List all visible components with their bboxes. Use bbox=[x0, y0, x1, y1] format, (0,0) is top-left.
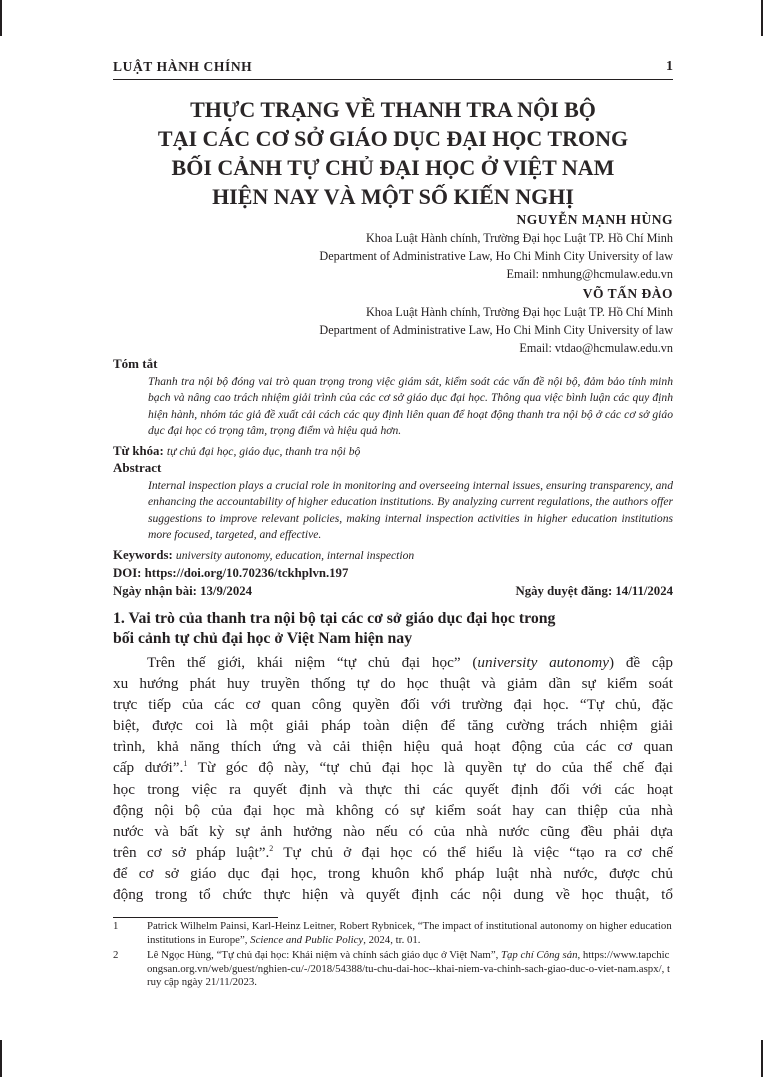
term-italic: university autonomy bbox=[477, 654, 609, 671]
title-line: BỐI CẢNH TỰ CHỦ ĐẠI HỌC Ở VIỆT NAM bbox=[171, 155, 615, 180]
body-line: xu hướng phát huy truyền thống tự do học thuật và giảm dần sự kiểm soát bbox=[113, 675, 673, 693]
body-line: biệt, được coi là một giải pháp toàn diện để tăng cường trách nhiệm giải bbox=[113, 717, 673, 735]
author-name: VÕ TẤN ĐÀO bbox=[582, 286, 673, 301]
running-header bbox=[113, 57, 673, 80]
body-line: trực tiếp của các cơ quan công quyền đối với trường đại học. “Tự chủ, đặc bbox=[113, 696, 673, 714]
footnote-ref-1[interactable]: 1 bbox=[183, 759, 188, 769]
body-line: cấp dưới”.$^1$ Từ góc độ này, “tự chủ đại học là quyền tự do của thể chế đại bbox=[113, 759, 673, 777]
keywords-vi-label: Từ khóa: bbox=[113, 444, 164, 458]
body-line: trên cơ sở pháp luật”.$^2$ Tự chủ ở đại học có thể hiểu là việc “tạo ra cơ chế bbox=[113, 843, 673, 861]
page-number: 1 bbox=[666, 59, 673, 74]
author-affiliation-en: Department of Administrative Law, Ho Chi Minh City University of law bbox=[319, 249, 673, 263]
body-line: học trong việc ra quyết định và thực thi các quyết định đối với các hoạt bbox=[113, 780, 673, 798]
keywords-vi bbox=[113, 442, 673, 461]
summary-text: Thanh tra nội bộ đóng vai trò quan trọng trong việc giám sát, kiểm soát các vấn đề nội bộ, đảm bảo tính minh bạch và nâng cao trách nhiệm giải trình của các cơ sở giáo dục đại học. Thông qua việc bình luận các quy định hiện hành, nhóm tác giả đề xuất cải cách các quy định liên quan để hoạt động thanh tra nội bộ ở các cơ sở giáo dục đại học có trọng tâm, trọng điểm và hiệu quả hơn. bbox=[148, 375, 673, 438]
author-affiliation-vi: Khoa Luật Hành chính, Trường Đại học Luật TP. Hồ Chí Minh bbox=[365, 231, 673, 245]
section-heading-line: 1. Vai trò của thanh tra nội bộ tại các cơ sở giáo dục đại học trong bbox=[113, 610, 556, 627]
article-title bbox=[113, 95, 673, 211]
body-line: để cơ sở giáo dục đại học, trong khuôn khổ pháp luật nhà nước, được chủ bbox=[113, 864, 673, 882]
section-heading-line: bối cảnh tự chủ đại học ở Việt Nam hiện nay bbox=[113, 630, 413, 647]
footnote-number: 2 bbox=[113, 949, 119, 961]
abstract-text: Internal inspection plays a crucial role in monitoring and overseeing internal issues, ensuring transparency, and enhancing the accountability of higher education institutions. By analyzing current regulations, the authors offer suggestions to improve relevant policies, making internal inspection activities in higher education institutions more focused, targeted, and effective. bbox=[148, 479, 673, 542]
body-line: động nội bộ của đại học mà không có sự kiểm soát hay can thiệp của nhà bbox=[113, 801, 673, 819]
author-2 bbox=[200, 285, 673, 357]
body-line: nước và bất kỳ sự ảnh hưởng nào nếu có của nhà nước cũng đều phải dựa bbox=[113, 822, 673, 840]
author-email: Email: vtdao@hcmulaw.edu.vn bbox=[519, 341, 673, 355]
crop-mark-bottom-left bbox=[0, 1040, 2, 1077]
footnote-2 bbox=[113, 949, 673, 991]
crop-mark-top-left bbox=[0, 0, 2, 36]
body-line: Trên thế giới, khái niệm “tự chủ đại học” (university autonomy) đề cập bbox=[147, 654, 673, 671]
footnote-text: Patrick Wilhelm Painsi, Karl-Heinz Leitner, Robert Rybnicek, “The impact of institutional autonomy on higher education institutions in Europe”, Science and Public Policy, 2024, tr. 01. bbox=[147, 920, 672, 946]
author-affiliation-en: Department of Administrative Law, Ho Chi Minh City University of law bbox=[319, 323, 673, 337]
footnote-divider bbox=[113, 917, 278, 918]
body-line: trình, khả năng thích ứng và cải thiện hiệu quả hoạt động của các cơ quan bbox=[113, 738, 673, 756]
section-name: LUẬT HÀNH CHÍNH bbox=[113, 59, 253, 74]
body-paragraph bbox=[113, 652, 673, 905]
title-line: TẠI CÁC CƠ SỞ GIÁO DỤC ĐẠI HỌC TRONG bbox=[157, 126, 629, 151]
footnote-ref-2[interactable]: 2 bbox=[269, 843, 274, 853]
footnote-number: 1 bbox=[113, 920, 119, 932]
author-name: NGUYỄN MẠNH HÙNG bbox=[516, 212, 673, 227]
keywords-en bbox=[113, 546, 673, 565]
footnote-text: Lê Ngọc Hùng, “Tự chủ đại học: Khái niệm và chính sách giáo dục ở Việt Nam”, Tạp chí Công sản, https://www.tapchicongsan.org.vn/web/guest/nghien-cu/-/2018/54388/tu-chu-dai-hoc--khai-niem-va-chinh-sach-giao-duc-o-viet-nam.aspx/, truy cập ngày 21/11/2023. bbox=[147, 949, 670, 988]
summary-label: Tóm tắt bbox=[113, 356, 158, 371]
body-line: động trong tổ chức thực hiện và quyết định các nội dung về học thuật, tổ bbox=[113, 886, 673, 904]
title-line: HIỆN NAY VÀ MỘT SỐ KIẾN NGHỊ bbox=[212, 184, 574, 209]
doi-link[interactable]: DOI: https://doi.org/10.70236/tckhplvn.197 bbox=[113, 566, 349, 580]
section-heading bbox=[113, 609, 673, 649]
author-1 bbox=[200, 211, 673, 283]
keywords-en-label: Keywords: bbox=[113, 548, 173, 562]
keywords-en-text: university autonomy, education, internal inspection bbox=[175, 549, 415, 562]
author-email: Email: nmhung@hcmulaw.edu.vn bbox=[506, 267, 673, 281]
keywords-vi-text: tự chủ đại học, giáo dục, thanh tra nội bộ bbox=[166, 445, 361, 458]
accepted-date: Ngày duyệt đăng: 14/11/2024 bbox=[515, 584, 673, 598]
title-line: THỰC TRẠNG VỀ THANH TRA NỘI BỘ bbox=[190, 97, 596, 122]
footnote-1 bbox=[113, 920, 673, 948]
received-date: Ngày nhận bài: 13/9/2024 bbox=[113, 584, 253, 598]
author-affiliation-vi: Khoa Luật Hành chính, Trường Đại học Luật TP. Hồ Chí Minh bbox=[365, 305, 673, 319]
abstract-label: Abstract bbox=[113, 460, 162, 475]
